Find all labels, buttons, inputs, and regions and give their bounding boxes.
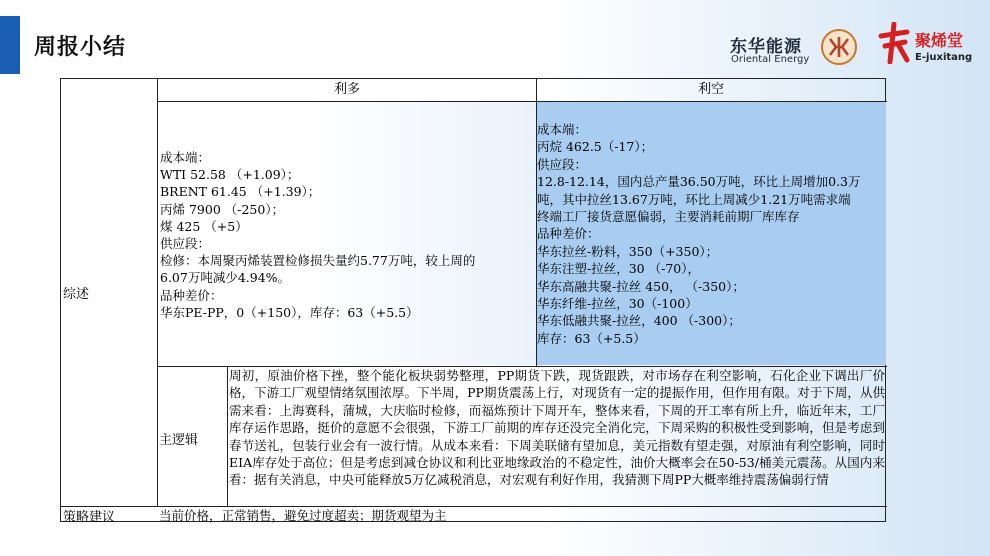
strategy-text: 当前价格，正常销售，避免过度超卖；期货观望为主 bbox=[159, 508, 447, 523]
juxitang-logo-cn: 聚烯堂 bbox=[915, 31, 964, 50]
page-title: 周报小结 bbox=[34, 35, 127, 60]
oriental-energy-logo-cn: 东华能源 bbox=[730, 37, 802, 57]
oriental-energy-emblem-icon bbox=[820, 28, 858, 66]
summary-table bbox=[60, 78, 886, 525]
e-juxitang-logo bbox=[875, 22, 985, 68]
header-bullish: 利多 bbox=[333, 82, 360, 97]
juxitang-logo-en: E-juxitang bbox=[915, 52, 973, 63]
grid-line bbox=[157, 101, 887, 102]
oriental-energy-logo-en: Oriental Energy bbox=[731, 54, 810, 65]
bearish-factors-text: 成本端： 丙烷 462.5（-17）； 供应段： 12.8-12.14，国内总产量36.50万吨，环比上周增加0.3万 吨，其中拉丝13.67万吨，环比上周减少1.21万吨需求端 终端工厂接货意愿偏弱，主要消耗前期厂库库存 品种差价： 华东拉丝-粉料，350（+350）； 华东注塑-拉丝，30 （-70）， 华东高融共聚-拉丝 450， （-350）； 华东纤维-拉丝，30（-100） 华东低融共聚-拉丝，400 （-300）； 库存：63（+5.5） bbox=[537, 122, 861, 346]
grid-line bbox=[157, 79, 158, 507]
oriental-energy-logo bbox=[730, 28, 860, 68]
bullish-factors-text: 成本端： WTI 52.58 （+1.09）； BRENT 61.45 （+1.39）； 丙烯 7900 （-250）； 煤 425 （+5） 供应段： 检修：本周聚丙烯装置检修损失量约5.77万吨，较上周的 6.07万吨减少4.94%。 品种差价： 华东PE-PP，0（+150），库存：63（+5.5） bbox=[160, 150, 476, 320]
header-bearish: 利空 bbox=[697, 82, 724, 97]
row-label-main-logic: 主逻辑 bbox=[159, 433, 199, 448]
grid-line bbox=[227, 366, 228, 507]
row-label-strategy: 策略建议 bbox=[63, 510, 116, 525]
row-label-summary: 综述 bbox=[63, 287, 90, 302]
juxitang-emblem-icon bbox=[877, 22, 913, 64]
main-logic-text: 周初，原油价格下挫，整个能化板块弱势整理，PP期货下跌，现货跟跌，对市场存在利空影响，石化企业下调出厂价格，下游工厂观望情绪氛围浓厚。下半周，PP期货震荡上行，对现货有一定的提振作用，但作用有限。对于下周，从供需来看：上海赛科，蒲城，大庆临时检修，而福炼预计下周开车，整体来看，下周的开工率有所上升，临近年末，工厂库存运作思路，挺价的意愿不会很强，下游工厂前期的库存还没完全消化完，下周采购的积极性受到影响，但是考虑到春节送礼，包装行业会有一波行情。从成本来看：下周美联储有望加息，美元指数有望走强，对原油有利空影响，同时EIA库存处于高位；但是考虑到减仓协议和利比亚地缘政治的不稳定性，油价大概率会在50-53/桶美元震荡。从国内来看：据有关消息，中央可能释放5万亿减税消息，对宏观有利好作用，我猜测下周PP大概率维持震荡偏弱行情 bbox=[229, 368, 885, 488]
title-accent-bar bbox=[0, 16, 20, 74]
